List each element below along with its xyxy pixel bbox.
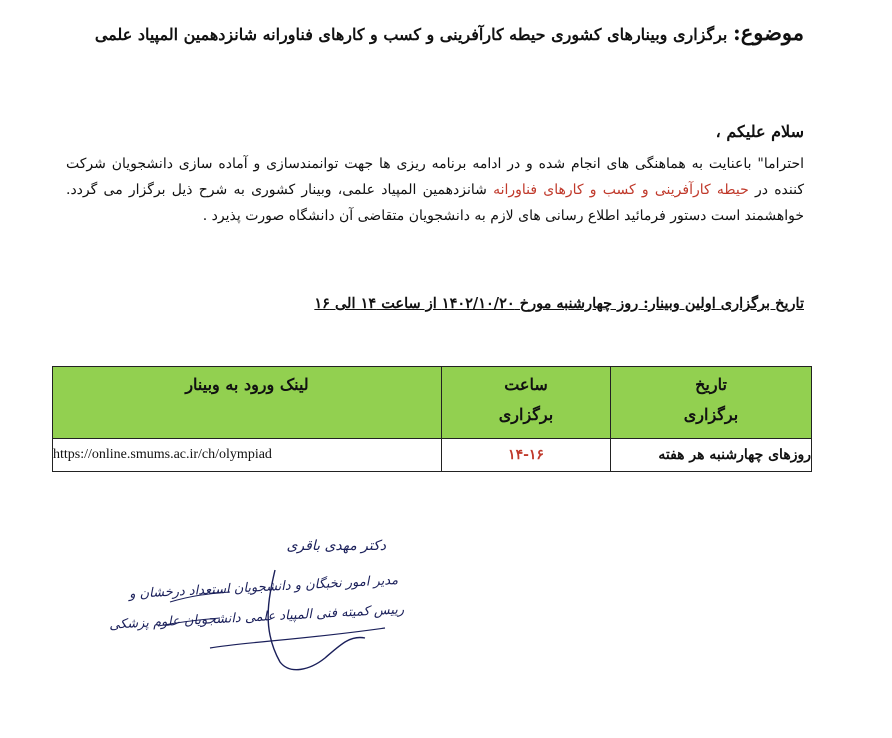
signature-block — [108, 530, 410, 680]
letter-subject — [74, 12, 804, 56]
webinar-link[interactable]: https://online.smums.ac.ir/ch/olympiad — [53, 439, 442, 472]
header-time-line1: ساعت — [504, 375, 548, 394]
schedule-table — [52, 366, 812, 472]
cell-time: ۱۴-۱۶ — [442, 439, 611, 472]
header-date-line1: تاریخ — [695, 375, 727, 394]
signer-name: دکتر مهدی باقری — [286, 538, 386, 554]
subject-text: برگزاری وبینارهای کشوری حیطه کارآفرینی و کسب و کارهای فناورانه شانزدهمین المپیاد علمی — [94, 25, 733, 44]
header-date-line2: برگزاری — [683, 405, 739, 424]
table-row — [53, 439, 812, 472]
subject-label: موضوع: — [732, 20, 804, 45]
body-highlight: حیطه کارآفرینی و کسب و کارهای فناورانه — [493, 182, 749, 198]
header-time-line2: برگزاری — [498, 405, 554, 424]
signer-title-1: مدیر امور نخبگان و دانشجویان استعداد درخشان و — [128, 572, 399, 603]
letter-body — [66, 151, 804, 229]
greeting: سلام علیکم ، — [715, 122, 804, 141]
table-header-row — [53, 367, 812, 439]
body-part-1: احتراما" باعنایت به هماهنگی های انجام شده و در ادامه برنامه ریزی ها جهت توانمندسازی و آماده سازی دانشجویان شرکت کننده در — [66, 156, 804, 198]
first-webinar-date: تاریخ برگزاری اولین وبینار: روز چهارشنبه مورخ ۱۴۰۲/۱۰/۲۰ از ساعت ۱۴ الی ۱۶ — [314, 295, 804, 312]
header-link: لینک ورود به وبینار — [53, 367, 442, 439]
header-date — [611, 367, 812, 439]
body-part-2: شانزدهمین المپیاد علمی، وبینار کشوری به شرح ذیل برگزار می گردد. خواهشمند است دستور فرمائید اطلاع رسانی های لازم به دانشجویان متقاضی آن دانشگاه صورت پذیرد . — [66, 182, 804, 224]
cell-date: روزهای چهارشنبه هر هفته — [611, 439, 812, 472]
signer-title-2: رییس کمیته فنی المپیاد علمی دانشجویان علوم پزشکی — [108, 602, 405, 633]
header-time — [442, 367, 611, 439]
